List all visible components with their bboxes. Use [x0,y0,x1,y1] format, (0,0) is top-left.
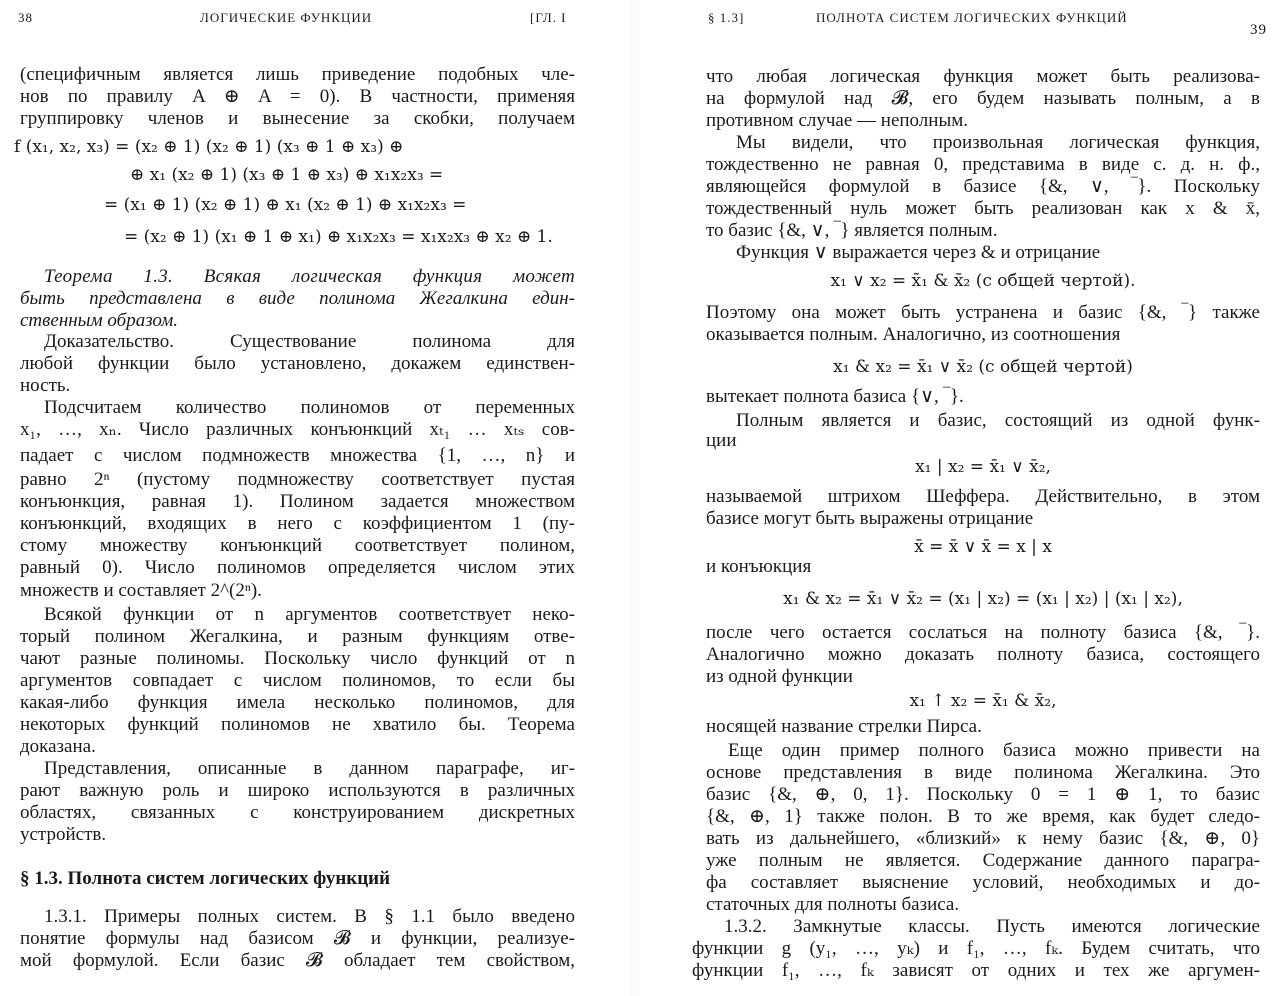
formula-line: f (x₁, x₂, x₃) = (x₂ ⊕ 1) (x₂ ⊕ 1) (x₃ ⊕ 1 ⊕ x₃) ⊕ [14,137,404,157]
text-line: рают важную роль и широко используются в различных [20,780,575,801]
text-line: стому множеству конъюнкций соответствует полином, [20,535,575,556]
text-line: что любая логическая функция может быть реализова- [706,66,1260,87]
text-line: Представления, описанные в данном параграфе, иг- [44,758,575,779]
text-line: вать из дальнейшего, «близкий» к нему базис {&, ⊕, 0} [706,828,1260,849]
text-line: ность. [20,375,71,396]
page-number: 39 [1250,22,1267,38]
subsection-line: 1.3.2. Замкнутые классы. Пусть имеются логические [724,916,1260,937]
formula-line: ⊕ x₁ (x₂ ⊕ 1) (x₃ ⊕ 1 ⊕ x₃) ⊕ x₁x₂x₃ = [130,165,444,185]
text-line: конъюнкция, равная 1). Полином задается множеством [20,491,575,512]
text-line: любой функции было установлено, докажем единствен- [20,353,575,374]
text-line: то базис {&, ∨, ‾} является полным. [706,220,998,241]
page-number: 38 [18,10,33,25]
text-line: некоторых функций полиномов не хватило бы. Теорема [20,714,575,735]
text-line: x₁, …, xₙ. Число различных конъюнкций xₜ₁ … xₜₛ сов- [20,419,575,440]
text-line: Доказательство. Существование полинома для [44,331,575,352]
text-line: нов по правилу A ⊕ A = 0). В частности, применяя [20,86,575,107]
text-line: падает с числом подмножеств множества {1, …, n} и [20,445,575,466]
text-line: вытекает полнота базиса {∨, ‾}. [706,386,964,407]
theorem-line: ственным образом. [20,310,179,331]
text-line: понятие формулы над базисом 𝓑 и функции, реализуе- [20,928,575,949]
text-line: конъюнкций, входящих в него с коэффициентом 1 (пу- [20,513,575,534]
text-line: тождественный нуль может быть реализован как x & x̄, [706,198,1260,219]
text-line: равно 2ⁿ (пустому подмножеству соответствует пустая [20,469,575,490]
text-line: носящей название стрелки Пирса. [706,716,982,737]
text-line: статочных для полноты базиса. [706,894,960,915]
left-page [0,0,630,996]
formula-line: x₁ | x₂ = x̄₁ ∨ x̄₂, [915,457,1051,477]
text-line: тождественно не равная 0, представима в виде с. д. н. ф., [706,154,1260,175]
text-line: Всякой функции от n аргументов соответствует неко- [44,604,575,625]
text-line: Мы видели, что произвольная логическая функция, [736,132,1260,153]
text-line: доказана. [20,736,96,757]
formula-line: x₁ ↑ x₂ = x̄₁ & x̄₂, [909,691,1057,711]
right-page [640,0,1274,996]
text-line: устройств. [20,824,107,845]
text-line: {&, ⊕, 1} также полон. В то же время, как будет следо- [706,806,1260,827]
text-line: функции f₁, …, fₖ зависят от одних и тех же аргумен- [692,960,1260,981]
text-line: на формулой над 𝓑, его будем называть полным, а в [706,88,1260,109]
text-line: и конъюкция [706,556,812,577]
text-line: Еще один пример полного базиса можно привести на [728,740,1260,761]
text-line: из одной функции [706,666,853,687]
text-line: (специфичным является лишь приведение подобных чле- [20,64,575,85]
text-line: называемой штрихом Шеффера. Действительно, в этом [706,486,1260,507]
text-line: Аналогично можно доказать полноту базиса, состоящего [706,644,1260,665]
text-line: базисе могут быть выражены отрицание [706,508,1034,529]
text-line: ции [706,430,737,451]
text-line: группировку членов и вынесение за скобки, получаем [20,108,575,129]
running-head: ПОЛНОТА СИСТЕМ ЛОГИЧЕСКИХ ФУНКЦИЙ [816,10,1128,25]
text-line: равный 0). Число полиномов определяется числом этих [20,557,575,578]
text-line: после чего остается сослаться на полноту базиса {&, ‾}. [706,622,1260,643]
text-line: фа составляет выяснение условий, необходимых и до- [706,872,1260,893]
theorem-line: быть представлена в виде полинома Жегалкина един- [20,288,575,309]
section-label: § 1.3] [708,10,745,25]
text-line: оказывается полным. Аналогично, из соотношения [706,324,1121,345]
text-line: основе представления в виде полинома Жегалкина. Это [706,762,1260,783]
formula-line: = (x₂ ⊕ 1) (x₁ ⊕ 1 ⊕ x₁) ⊕ x₁x₂x₃ = x₁x₂x₃ ⊕ x₂ ⊕ 1. [124,227,553,247]
text-line: чают разные полиномы. Поскольку число функций от n [20,648,575,669]
text-line: Поэтому она может быть устранена и базис {&, ‾} также [706,302,1260,323]
formula-line: = (x₁ ⊕ 1) (x₂ ⊕ 1) ⊕ x₁ (x₂ ⊕ 1) ⊕ x₁x₂x₃ = [104,195,467,215]
text-line: являющейся формулой в базисе {&, ∨, ‾}. Поскольку [706,176,1260,197]
book-gutter [630,0,640,996]
formula-line: x₁ & x₂ = x̄₁ ∨ x̄₂ = (x₁ | x₂) = (x₁ | x₂) | (x₁ | x₂), [783,589,1183,609]
theorem-line: Теорема 1.3. Всякая логическая функция может [44,266,575,287]
text-line: уже полным не является. Содержание данного парагра- [706,850,1260,871]
text-line: функции g (y₁, …, yₖ) и f₁, …, fₖ. Будем считать, что [692,938,1260,959]
chapter-label: [ГЛ. I [530,10,567,25]
text-line: какая-либо функция имела несколько полиномов, для [20,692,575,713]
text-line: Функция ∨ выражается через & и отрицание [736,242,1101,263]
running-head: ЛОГИЧЕСКИЕ ФУНКЦИИ [200,10,373,25]
text-line: Подсчитаем количество полиномов от переменных [44,397,575,418]
formula-line: x₁ ∨ x₂ = x̄₁ & x̄₂ (с общей чертой). [830,271,1136,291]
text-line: базис {&, ⊕, 0, 1}. Поскольку 0 = 1 ⊕ 1, то базис [706,784,1260,805]
formula-line: x₁ & x₂ = x̄₁ ∨ x̄₂ (с общей чертой) [833,357,1133,377]
text-line: аргументов совпадает с числом полиномов, то если бы [20,670,575,691]
text-line: Полным является и базис, состоящий из одной функ- [736,410,1260,431]
text-line: противном случае — неполным. [706,110,968,131]
text-line: множеств и составляет 2^(2ⁿ). [20,580,262,601]
text-line: торый полином Жегалкина, и разным функциям отве- [20,626,575,647]
text-line: областях, связанных с конструированием дискретных [20,802,575,823]
formula-line: x̄ = x̄ ∨ x̄ = x | x [914,537,1052,557]
subsection-line: 1.3.1. Примеры полных систем. В § 1.1 было введено [44,906,575,927]
section-heading: § 1.3. Полнота систем логических функций [20,868,391,889]
text-line: мой формулой. Если базис 𝓑 обладает тем свойством, [20,950,575,971]
